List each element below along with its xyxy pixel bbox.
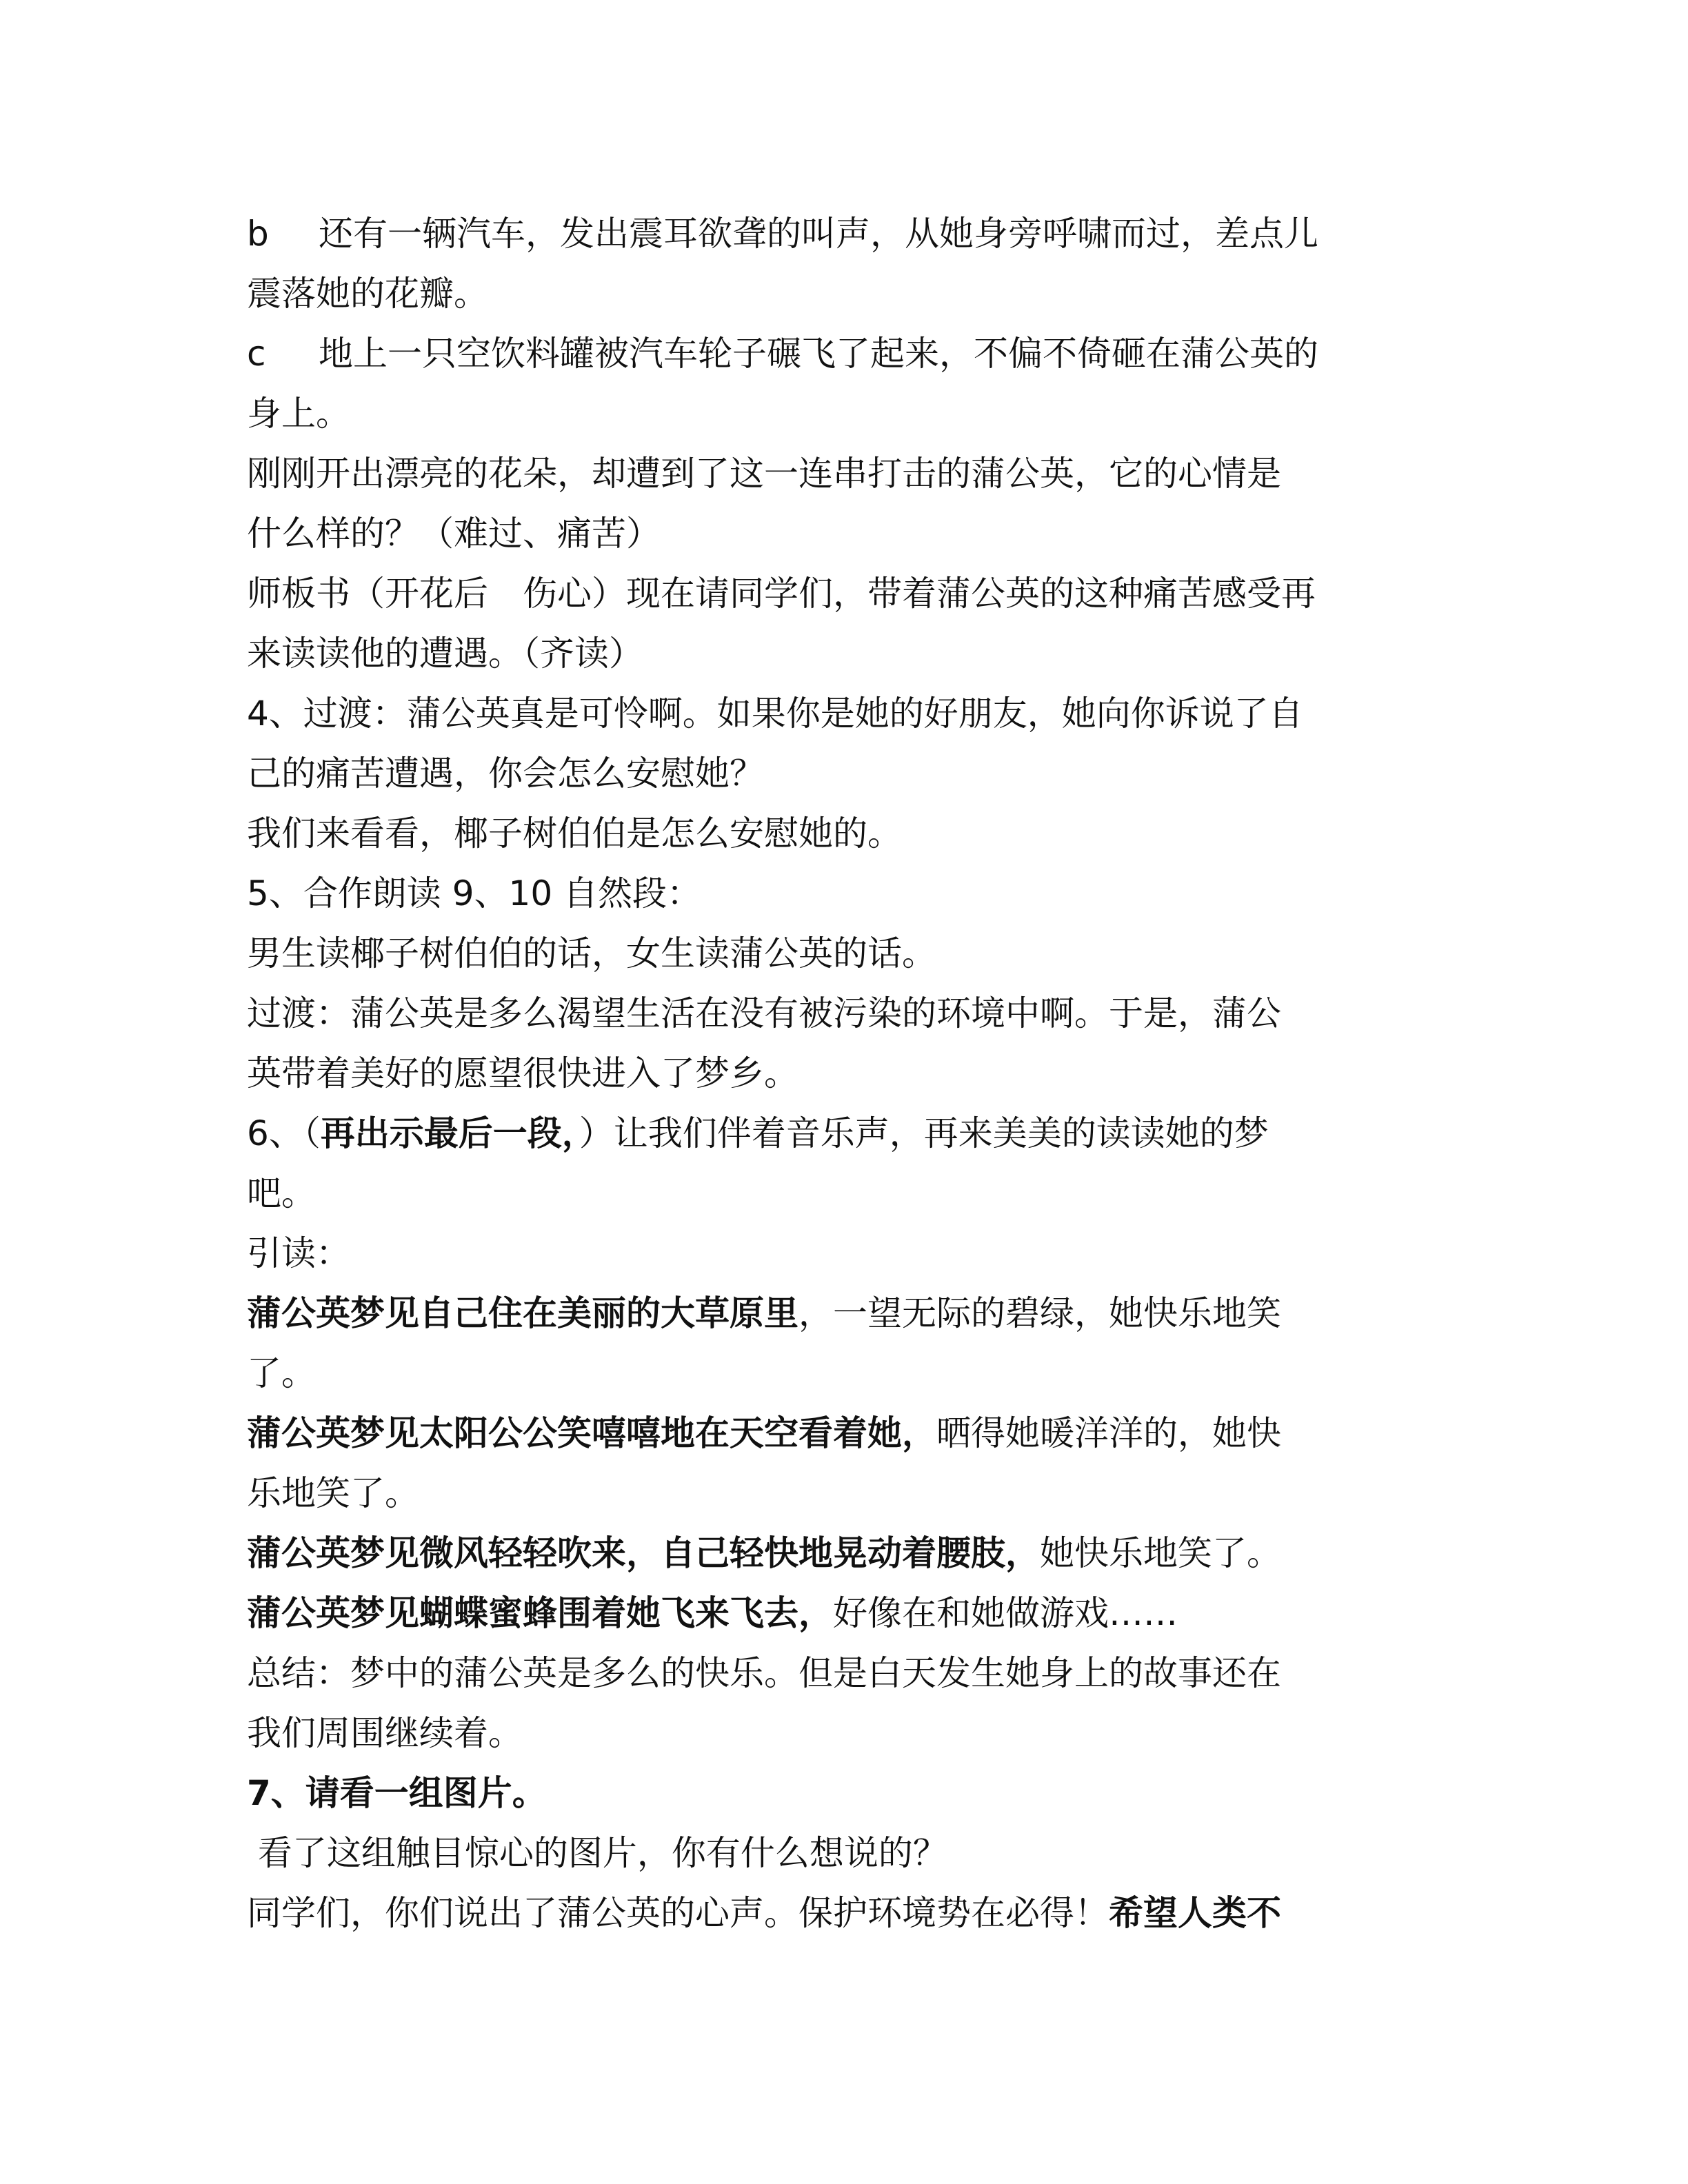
- text-line: 什么样的？（难过、痛苦）: [247, 514, 661, 554]
- text-line: 我们周围继续着。: [247, 1713, 523, 1753]
- text-line: 蒲公英梦见太阳公公笑嘻嘻地在天空看着她，晒得她暖洋洋的，她快: [247, 1413, 1281, 1453]
- text-line: 蒲公英梦见蝴蝶蜜蜂围着她飞来飞去，好像在和她做游戏……: [247, 1593, 1178, 1633]
- text-line: c 地上一只空饮料罐被汽车轮子碾飞了起来，不偏不倚砸在蒲公英的: [247, 324, 1433, 384]
- bold-span: 希望人类不: [1109, 1893, 1281, 1933]
- text-line: 5、合作朗读 9、10 自然段：: [247, 873, 702, 913]
- text-line: 来读读他的遭遇。（齐读）: [247, 634, 643, 674]
- text-line: 男生读椰子树伯伯的话，女生读蒲公英的话。: [247, 933, 936, 973]
- text-line: 乐地笑了。: [247, 1473, 419, 1513]
- text-line: 蒲公英梦见自己住在美丽的大草原里，一望无际的碧绿，她快乐地笑: [247, 1293, 1281, 1333]
- text-line: 己的痛苦遭遇，你会怎么安慰她？: [247, 754, 764, 793]
- text-line: 我们来看看，椰子树伯伯是怎么安慰她的。: [247, 813, 902, 853]
- text-line: b 还有一辆汽车，发出震耳欲聋的叫声，从她身旁呼啸而过，差点儿: [247, 204, 1433, 264]
- document-page: [247, 204, 1433, 1943]
- text-line: 身上。: [247, 394, 350, 434]
- text-line: 看了这组触目惊心的图片，你有什么想说的？: [247, 1833, 947, 1873]
- bold-span: 蒲公英梦见微风轻轻吹来，自己轻快地晃动着腰肢，: [247, 1533, 1040, 1573]
- bold-span: 蒲公英梦见自己住在美丽的大草原里: [247, 1293, 798, 1333]
- text-line: 刚刚开出漂亮的花朵，却遭到了这一连串打击的蒲公英，它的心情是: [247, 454, 1281, 494]
- bold-span: 蒲公英梦见太阳公公笑嘻嘻地在天空看着她，: [247, 1413, 936, 1453]
- item-label-c: c: [247, 334, 266, 374]
- text-line: 过渡：蒲公英是多么渴望生活在没有被污染的环境中啊。于是，蒲公: [247, 993, 1281, 1033]
- text-line: 蒲公英梦见微风轻轻吹来，自己轻快地晃动着腰肢，她快乐地笑了。: [247, 1533, 1281, 1573]
- text-line: 同学们，你们说出了蒲公英的心声。保护环境势在必得！希望人类不: [247, 1893, 1281, 1933]
- bold-span: 再出示最后一段，: [320, 1113, 579, 1153]
- text-line: 引读：: [247, 1233, 350, 1273]
- text-line: 师板书（开花后 伤心）现在请同学们，带着蒲公英的这种痛苦感受再: [247, 574, 1316, 614]
- text-line: 总结：梦中的蒲公英是多么的快乐。但是白天发生她身上的故事还在: [247, 1653, 1281, 1693]
- bold-span: 蒲公英梦见蝴蝶蜜蜂围着她飞来飞去，: [247, 1593, 833, 1633]
- text-line: 吧。: [247, 1173, 316, 1213]
- section-heading: 7、请看一组图片。: [247, 1773, 547, 1813]
- text-line: 英带着美好的愿望很快进入了梦乡。: [247, 1053, 798, 1093]
- text-line: 6、（再出示最后一段，）让我们伴着音乐声，再来美美的读读她的梦: [247, 1113, 1269, 1153]
- text-line: 震落她的花瓣。: [247, 274, 488, 314]
- text-line: 4、过渡：蒲公英真是可怜啊。如果你是她的好朋友，她向你诉说了自: [247, 694, 1303, 734]
- item-label-b: b: [247, 214, 269, 254]
- text-line: 了。: [247, 1353, 316, 1393]
